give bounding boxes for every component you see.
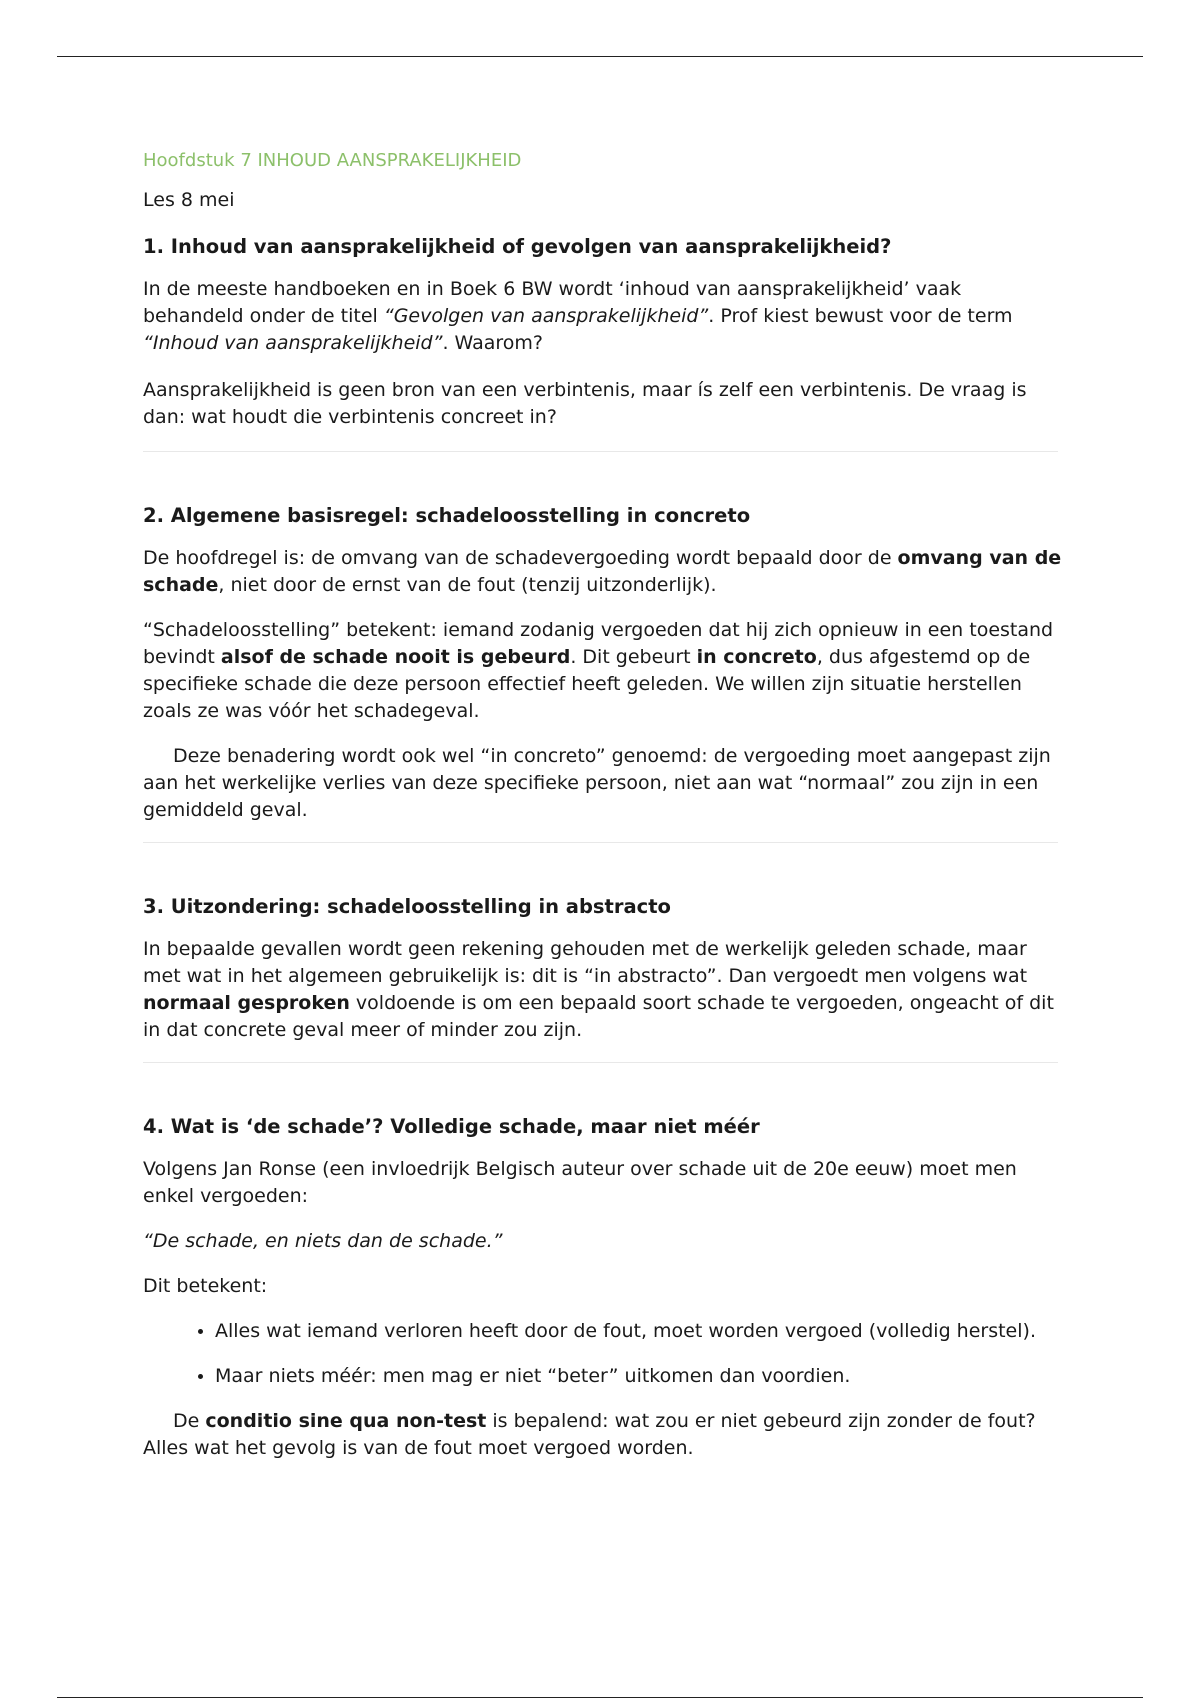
header-rule (57, 56, 1143, 57)
text-run: . Prof kiest bewust voor de term (708, 305, 1013, 327)
section-3-paragraph-1 (143, 936, 1063, 1044)
footer-rule (57, 1697, 1143, 1698)
section-4-heading: 4. Wat is ‘de schade’? Volledige schade, maar niet méér (143, 1115, 760, 1138)
bold-run: alsof de schade nooit is gebeurd (220, 646, 571, 668)
section-divider (143, 842, 1058, 843)
bold-run: in concreto (696, 646, 817, 668)
section-1-heading: 1. Inhoud van aansprakelijkheid of gevolgen van aansprakelijkheid? (143, 235, 892, 258)
text-run: De hoofdregel is: de omvang van de schadevergoeding wordt bepaald door de (143, 547, 898, 569)
text-run: . Waarom? (442, 332, 544, 354)
section-4-paragraph-2: Dit betekent: (143, 1275, 268, 1297)
text-run: “Schadeloosstelling” betekent: iemand zodanig vergoeden dat hij zich opnieuw in een toestand bevindt (143, 619, 1054, 668)
section-2-paragraph-1 (143, 545, 1063, 599)
italic-run: “Inhoud van aansprakelijkheid” (143, 332, 443, 354)
section-4-quote (143, 1228, 1063, 1255)
bold-run: conditio sine qua non-test (205, 1410, 487, 1432)
italic-run: “De schade, en niets dan de schade.” (143, 1230, 503, 1252)
bold-run: normaal gesproken (143, 992, 350, 1014)
list-item: • Maar niets méér: men mag er niet “beter” uitkomen dan voordien. (215, 1363, 1063, 1390)
section-2-paragraph-2 (143, 617, 1063, 725)
italic-run: “Gevolgen van aansprakelijkheid” (383, 305, 709, 327)
section-3-heading: 3. Uitzondering: schadeloosstelling in abstracto (143, 895, 671, 918)
section-4-paragraph-3 (143, 1408, 1063, 1462)
bullet-list (143, 1318, 1063, 1390)
section-1-paragraph-2: Aansprakelijkheid is geen bron van een verbintenis, maar ís zelf een verbintenis. De vraag is dan: wat houdt die verbintenis concreet in? (143, 379, 1027, 428)
text-run: , niet door de ernst van de fout (tenzij uitzonderlijk). (218, 574, 717, 596)
lesson-date: Les 8 mei (143, 189, 235, 211)
section-2-heading: 2. Algemene basisregel: schadeloosstelling in concreto (143, 504, 751, 527)
text-run: voldoende is om een bepaald soort schade te vergoeden, ongeacht of dit in dat concrete geval meer of minder zou zijn. (143, 992, 1054, 1041)
list-item: • Alles wat iemand verloren heeft door de fout, moet worden vergoed (volledig herstel). (215, 1318, 1063, 1345)
text-run: De (173, 1410, 206, 1432)
section-divider (143, 451, 1058, 452)
section-divider (143, 1062, 1058, 1063)
bold-run: omvang van de schade (143, 547, 1062, 596)
text-run: . Dit gebeurt (570, 646, 697, 668)
text-run: In de meeste handboeken en in Boek 6 BW wordt ‘inhoud van aansprakelijkheid’ vaak behandeld onder de titel (143, 278, 962, 327)
section-2-paragraph-3: Deze benadering wordt ook wel “in concreto” genoemd: de vergoeding moet aangepast zijn aan het werkelijke verlies van deze specifieke persoon, niet aan wat “normaal” zou zijn in een gemiddeld geval. (143, 745, 1051, 821)
document-body (143, 150, 1063, 1480)
text-run: , dus afgestemd op de specifieke schade die deze persoon effectief heeft geleden. We willen zijn situatie herstellen zoals ze was vóór het schadegeval. (143, 646, 1031, 722)
chapter-title: Hoofdstuk 7 INHOUD AANSPRAKELIJKHEID (143, 150, 522, 171)
text-run: In bepaalde gevallen wordt geen rekening gehouden met de werkelijk geleden schade, maar met wat in het algemeen gebruikelijk is: dit is “in abstracto”. Dan vergoedt men volgens wat (143, 938, 1028, 987)
text-run: is bepalend: wat zou er niet gebeurd zijn zonder de fout? Alles wat het gevolg is van de fout moet vergoed worden. (143, 1410, 1036, 1459)
section-1-paragraph-1 (143, 276, 1063, 357)
section-4-paragraph-1: Volgens Jan Ronse (een invloedrijk Belgisch auteur over schade uit de 20e eeuw) moet men enkel vergoeden: (143, 1158, 1017, 1207)
